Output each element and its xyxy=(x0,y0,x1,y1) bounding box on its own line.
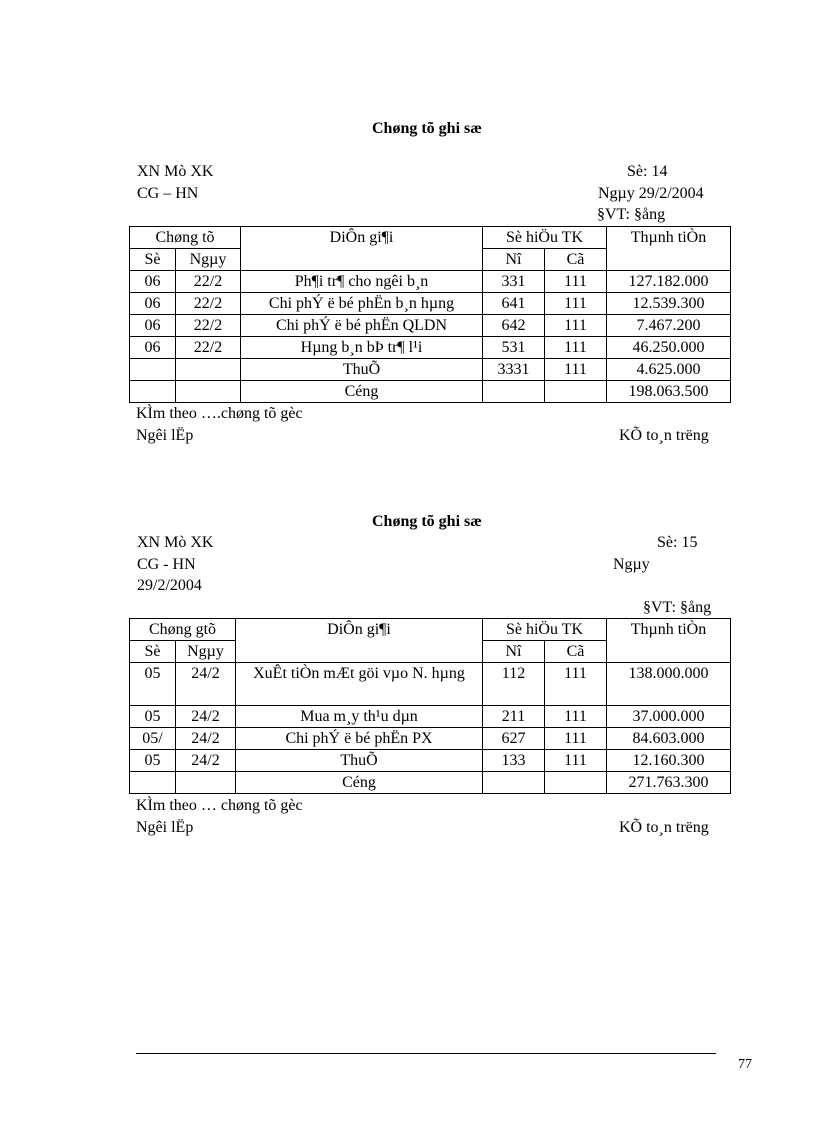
table-row xyxy=(130,271,731,293)
voucher1-attached: KÌm theo ….chøng tõ gèc xyxy=(136,405,303,422)
cell-description: Mua m¸y th¹u dµn xyxy=(236,706,483,728)
cell-debit: 531 xyxy=(483,337,545,359)
cell-description: XuÊt tiÒn mÆt göi vµo N. hµng xyxy=(236,663,483,706)
cell-debit: 331 xyxy=(483,271,545,293)
cell-amount: 138.000.000 xyxy=(607,663,731,706)
cell-no xyxy=(130,359,176,381)
cell-empty xyxy=(483,772,545,794)
cell-debit: 133 xyxy=(483,750,545,772)
voucher2-attached: KÌm theo … chøng tõ gèc xyxy=(136,797,303,814)
cell-date xyxy=(176,359,241,381)
cell-date: 22/2 xyxy=(176,271,241,293)
cell-amount: 4.625.000 xyxy=(607,359,731,381)
cell-empty xyxy=(130,381,176,403)
table-row xyxy=(130,750,731,772)
cell-debit: 3331 xyxy=(483,359,545,381)
voucher2-table xyxy=(129,618,731,794)
cell-date: 22/2 xyxy=(176,315,241,337)
table-row xyxy=(130,337,731,359)
cell-description: Chi phÝ ë bé phËn QLDN xyxy=(241,315,483,337)
table-row xyxy=(130,706,731,728)
cell-no: 06 xyxy=(130,271,176,293)
voucher1-currency: §VT: §ång xyxy=(597,206,666,223)
voucher1-date: Ngµy 29/2/2004 xyxy=(598,185,704,202)
voucher2-date-value: 29/2/2004 xyxy=(137,577,202,594)
table-row xyxy=(130,359,731,381)
cell-empty xyxy=(176,772,236,794)
cell-description: Chi phÝ ë bé phËn b¸n hµng xyxy=(241,293,483,315)
table-row xyxy=(130,663,731,706)
header-amount: Thµnh tiÒn xyxy=(607,227,731,271)
cell-amount: 37.000.000 xyxy=(607,706,731,728)
table-row xyxy=(130,293,731,315)
cell-credit: 111 xyxy=(545,337,607,359)
cell-debit: 642 xyxy=(483,315,545,337)
header-no: Sè xyxy=(130,249,176,271)
cell-no: 05 xyxy=(130,750,176,772)
cell-no: 06 xyxy=(130,293,176,315)
total-row xyxy=(130,772,731,794)
voucher2-accountant: KÕ to¸n trëng xyxy=(619,819,709,836)
voucher1-unit: XN Mò XK xyxy=(137,163,214,180)
header-voucher: Chøng tõ xyxy=(130,227,241,249)
header-amount: Thµnh tiÒn xyxy=(607,619,731,663)
voucher2-number: Sè: 15 xyxy=(657,534,698,551)
cell-empty xyxy=(483,381,545,403)
cell-debit: 627 xyxy=(483,728,545,750)
voucher1-number: Sè: 14 xyxy=(627,163,668,180)
cell-description: ThuÕ xyxy=(241,359,483,381)
cell-description: ThuÕ xyxy=(236,750,483,772)
cell-amount: 127.182.000 xyxy=(607,271,731,293)
total-amount: 198.063.500 xyxy=(607,381,731,403)
cell-amount: 46.250.000 xyxy=(607,337,731,359)
header-credit: Cã xyxy=(545,641,607,663)
header-date: Ngµy xyxy=(176,249,241,271)
cell-no: 05 xyxy=(130,663,176,706)
cell-debit: 211 xyxy=(483,706,545,728)
header-description: DiÔn gi¶i xyxy=(241,227,483,271)
cell-empty xyxy=(130,772,176,794)
header-account: Sè hiÖu TK xyxy=(483,227,607,249)
voucher1-table xyxy=(129,226,731,403)
cell-credit: 111 xyxy=(545,293,607,315)
voucher2-unit: XN Mò XK xyxy=(137,534,214,551)
header-no: Sè xyxy=(130,641,176,663)
cell-no: 05 xyxy=(130,706,176,728)
voucher1-title: Chøng tõ ghi sæ xyxy=(372,120,482,137)
voucher2-preparer: Ngêi lËp xyxy=(136,819,194,836)
cell-empty xyxy=(545,381,607,403)
cell-description: Chi phÝ ë bé phËn PX xyxy=(236,728,483,750)
total-label: Céng xyxy=(236,772,483,794)
cell-date: 22/2 xyxy=(176,293,241,315)
cell-debit: 641 xyxy=(483,293,545,315)
cell-no: 05/ xyxy=(130,728,176,750)
cell-date: 24/2 xyxy=(176,728,236,750)
cell-date: 22/2 xyxy=(176,337,241,359)
header-credit: Cã xyxy=(545,249,607,271)
header-date: Ngµy xyxy=(176,641,236,663)
cell-description: Hµng b¸n bÞ tr¶ l¹i xyxy=(241,337,483,359)
cell-amount: 12.160.300 xyxy=(607,750,731,772)
page-number: 77 xyxy=(738,1057,752,1072)
cell-amount: 84.603.000 xyxy=(607,728,731,750)
footer-rule xyxy=(136,1053,716,1054)
header-account: Sè hiÖu TK xyxy=(483,619,607,641)
cell-credit: 111 xyxy=(545,728,607,750)
voucher1-dept: CG – HN xyxy=(137,185,199,202)
cell-credit: 111 xyxy=(545,663,607,706)
cell-no: 06 xyxy=(130,315,176,337)
cell-credit: 111 xyxy=(545,359,607,381)
header-debit: Nî xyxy=(483,641,545,663)
cell-credit: 111 xyxy=(545,750,607,772)
cell-credit: 111 xyxy=(545,271,607,293)
header-debit: Nî xyxy=(483,249,545,271)
voucher2-currency: §VT: §ång xyxy=(643,599,712,616)
cell-empty xyxy=(176,381,241,403)
cell-credit: 111 xyxy=(545,315,607,337)
cell-no: 06 xyxy=(130,337,176,359)
voucher2-date-label: Ngµy xyxy=(613,556,650,573)
voucher2-title: Chøng tõ ghi sæ xyxy=(372,513,482,530)
cell-empty xyxy=(545,772,607,794)
voucher1-preparer: Ngêi lËp xyxy=(136,427,194,444)
cell-date: 24/2 xyxy=(176,663,236,706)
total-row xyxy=(130,381,731,403)
voucher1-accountant: KÕ to¸n trëng xyxy=(619,427,709,444)
total-label: Céng xyxy=(241,381,483,403)
cell-credit: 111 xyxy=(545,706,607,728)
header-voucher: Chøng gtõ xyxy=(130,619,236,641)
header-description: DiÔn gi¶i xyxy=(236,619,483,663)
table-row xyxy=(130,315,731,337)
total-amount: 271.763.300 xyxy=(607,772,731,794)
table-row xyxy=(130,728,731,750)
cell-debit: 112 xyxy=(483,663,545,706)
cell-date: 24/2 xyxy=(176,706,236,728)
cell-description: Ph¶i tr¶ cho ngêi b¸n xyxy=(241,271,483,293)
cell-amount: 7.467.200 xyxy=(607,315,731,337)
voucher2-dept: CG - HN xyxy=(137,556,196,573)
cell-date: 24/2 xyxy=(176,750,236,772)
cell-amount: 12.539.300 xyxy=(607,293,731,315)
